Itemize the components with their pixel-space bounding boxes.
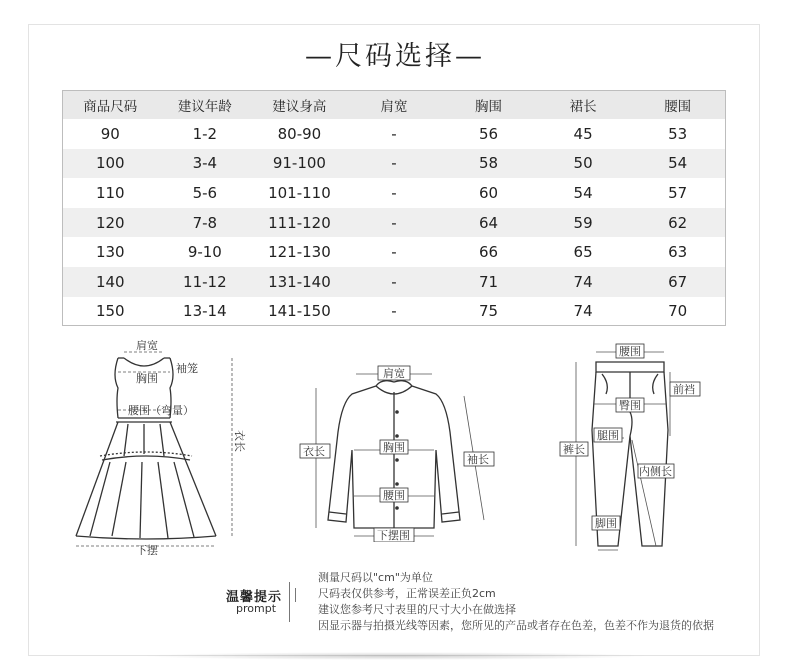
cell-skirt-length: 74 [536, 267, 631, 297]
cell-height: 80-90 [277, 124, 322, 143]
col-header-size: 商品尺码 [63, 91, 158, 119]
size-table-grid [63, 91, 725, 326]
shirt-waist-label: 腰围 [383, 489, 405, 502]
dress-length-label: 衣长 [233, 430, 246, 452]
dress-sleeve-label: 袖笼 [176, 362, 198, 375]
cell-waist: 53 [668, 124, 688, 143]
tips-title: 温馨提示 [226, 590, 283, 605]
cell-skirt-length: 45 [573, 124, 593, 143]
tips-divider [289, 582, 290, 622]
table-row [63, 237, 725, 267]
cell-chest: 71 [441, 267, 536, 297]
cell-waist: 70 [668, 302, 688, 321]
cell-shoulder: - [391, 243, 397, 262]
cell-chest: 56 [478, 124, 499, 143]
table-row [63, 149, 725, 179]
pants-diagram [552, 340, 712, 554]
table-row [63, 208, 725, 238]
cell-shoulder: - [347, 267, 442, 297]
measurement-diagrams [0, 340, 790, 560]
cell-age: 5-6 [192, 183, 218, 202]
shirt-diagram [294, 352, 500, 542]
tip-line: 因显示器与拍摄光线等因素，您所见的产品或者存在色差，色差不作为退货的依据 [318, 619, 714, 632]
shirt-sleeve-label: 袖长 [467, 453, 489, 466]
cell-size: 110 [95, 183, 125, 202]
cell-age: 9-10 [187, 243, 222, 262]
col-header-shoulder: 肩宽 [347, 91, 442, 119]
shirt-hem-label: 下摆围 [377, 529, 410, 542]
bottom-shadow [140, 652, 650, 660]
cell-height: 121-130 [268, 243, 331, 262]
cell-waist: 54 [630, 149, 725, 179]
dress-diagram [66, 340, 256, 555]
col-header-waist: 腰围 [630, 91, 725, 119]
cell-height: 91-100 [252, 149, 347, 179]
cell-size: 90 [100, 124, 120, 143]
shirt-chest-label: 胸围 [383, 441, 405, 454]
size-table [62, 90, 726, 326]
cell-size: 130 [95, 243, 125, 262]
pants-length-label: 裤长 [563, 443, 585, 456]
dress-hem-label: 下摆 [136, 544, 158, 555]
cell-chest: 60 [478, 183, 499, 202]
dress-chest-label: 胸围 [136, 372, 158, 385]
tips-list [318, 570, 714, 634]
pants-thigh-label: 腿围 [597, 429, 619, 442]
table-row [63, 178, 725, 208]
cell-age: 1-2 [192, 124, 218, 143]
tip-line: 尺码表仅供参考，正常误差正负2cm [318, 587, 496, 600]
shirt-shoulder-label: 肩宽 [383, 367, 405, 380]
cell-size: 100 [63, 149, 158, 179]
cell-size: 140 [63, 267, 158, 297]
tip-line: 建议您参考尺寸表里的尺寸大小在做选择 [318, 603, 516, 616]
cell-waist: 62 [630, 208, 725, 238]
cell-size: 150 [95, 302, 125, 321]
pants-front-rise-label: 前裆 [673, 383, 695, 396]
tips-section [0, 562, 790, 632]
pants-hip-label: 臀围 [619, 399, 641, 412]
cell-waist: 67 [630, 267, 725, 297]
page-title: —尺码选择— [305, 41, 485, 72]
dress-shoulder-label: 肩宽 [136, 340, 158, 352]
table-header-row [63, 91, 725, 119]
cell-waist: 63 [668, 243, 688, 262]
shirt-length-label: 衣长 [303, 445, 325, 458]
cell-skirt-length: 65 [573, 243, 593, 262]
table-row [63, 119, 725, 149]
cell-shoulder: - [391, 183, 397, 202]
col-header-height: 建议身高 [252, 91, 347, 119]
cell-shoulder: - [391, 124, 397, 143]
cell-skirt-length: 59 [536, 208, 631, 238]
cell-height: 101-110 [268, 183, 331, 202]
cell-height: 131-140 [252, 267, 347, 297]
cell-shoulder: - [391, 302, 397, 321]
cell-age: 3-4 [158, 149, 253, 179]
cell-shoulder: - [347, 208, 442, 238]
table-row [63, 267, 725, 297]
pants-cuff-label: 脚围 [595, 517, 617, 530]
col-header-skirt-length: 裙长 [536, 91, 631, 119]
tips-divider-mark [295, 588, 296, 602]
pants-waist-label: 腰围 [619, 345, 641, 358]
table-row [63, 297, 725, 327]
cell-skirt-length: 74 [573, 302, 593, 321]
col-header-chest: 胸围 [441, 91, 536, 119]
cell-height: 141-150 [268, 302, 331, 321]
cell-age: 13-14 [183, 302, 227, 321]
cell-shoulder: - [347, 149, 442, 179]
cell-size: 120 [63, 208, 158, 238]
col-header-age: 建议年龄 [158, 91, 253, 119]
cell-chest: 66 [478, 243, 499, 262]
tip-line: 测量尺码以"cm"为单位 [318, 571, 433, 584]
cell-age: 7-8 [158, 208, 253, 238]
cell-chest: 64 [441, 208, 536, 238]
cell-skirt-length: 50 [536, 149, 631, 179]
pants-inseam-label: 内侧长 [639, 465, 672, 478]
cell-waist: 57 [668, 183, 688, 202]
cell-skirt-length: 54 [573, 183, 593, 202]
cell-height: 111-120 [252, 208, 347, 238]
cell-chest: 75 [478, 302, 499, 321]
tips-subtitle: prompt [236, 602, 277, 615]
cell-chest: 58 [441, 149, 536, 179]
dress-waist-label: 腰围（弯量） [128, 404, 194, 417]
cell-age: 11-12 [158, 267, 253, 297]
